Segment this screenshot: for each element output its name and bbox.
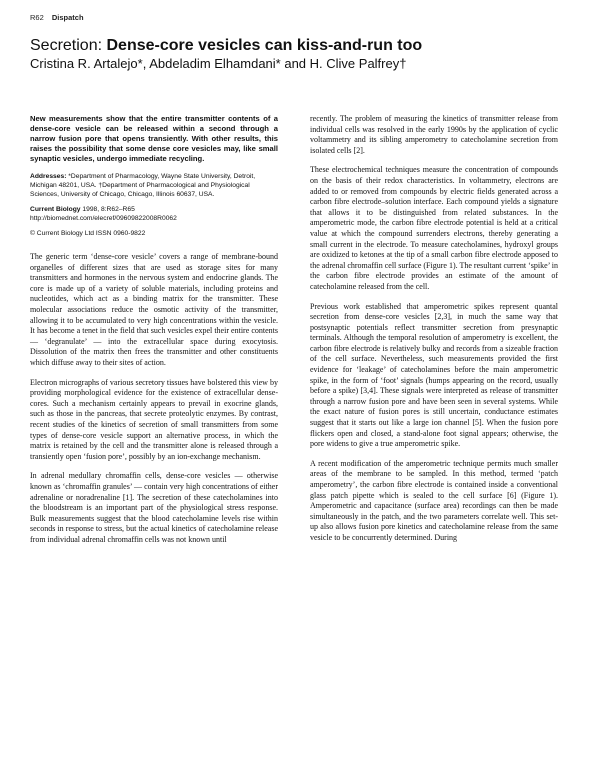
body-paragraph: Previous work established that amperometric spikes represent quantal secretion from dense-core vesicles [2,3], in much the same way that postsynaptic potentials reflect transmitter secretion from presynaptic terminals. Although the temporal resolution of amperometry is excellent, the carbon fibre electrode is relatively bulky and records from a sizeable fraction of the cell surface. Nevertheless, such measurements provided the first evidence for ‘leakage’ of catecholamines before the main amperometric spike, in the form of ‘foot’ signals (humps appearing on the record, usually before a spike) [3,4]. These signals were interpreted as release of transmitter through a narrow fusion pore and have been seen in several systems. While the exact nature of fusion pores is still uncertain, conductance estimates suggest that it starts out like a large ion channel [5]. When the fusion pore flickers open and closed, a stand-alone foot signal appears; otherwise, the pore widens to give a true amperometric spike. xyxy=(310,301,558,449)
page-number: R62 xyxy=(30,13,44,22)
copyright: © Current Biology Ltd ISSN 0960-9822 xyxy=(30,230,146,238)
running-header xyxy=(30,13,84,22)
right-body xyxy=(310,114,558,544)
body-paragraph: A recent modification of the amperometric technique permits much smaller areas of the membrane to be sampled. In this method, termed ‘patch amperometry’, the carbon fibre electrode is contained inside a conventional glass patch pipette which is sealed to the cell surface [6] (Figure 1). Amperometric and capacitance (surface area) recordings can then be made simultaneously in the patch, and the two parameters correlate well. This set-up also allows fusion pore kinetics and catecholamine release from the same vesicle to be concurrently determined. During xyxy=(310,458,558,542)
citation-details: 1998, 8:R62–R65 xyxy=(80,206,135,214)
body-paragraph: The generic term ‘dense-core vesicle’ covers a range of membrane-bound organelles of different sizes that are used as storage sites for many transmitters and hormones in the nervous system and endocrine glands. The core is made up of a variety of soluble materials, including proteins and nucleotides, which act as a binding matrix for the transmitter. These molecular associations reduce the osmotic activity of the transmitter, allowing it to be accumulated to very high concentrations within the vesicle. It has become a tenet in the field that such vesicles expel their entire contents — ‘degranulate’ — into the extracellular space during exocytosis. Dissolution of the matrix then frees the transmitter and other constituents which diffuse away to their sites of action. xyxy=(30,252,278,367)
addresses-label: Addresses: xyxy=(30,173,67,181)
title-lead: Secretion: xyxy=(30,37,107,54)
citation-url[interactable]: http://biomednet.com/elecref/09609822008R0062 xyxy=(30,214,177,222)
article-title xyxy=(30,36,590,55)
left-column xyxy=(30,114,278,554)
section-label: Dispatch xyxy=(51,13,84,22)
body-paragraph: recently. The problem of measuring the kinetics of transmitter release from individual cells was resolved in the early 1990s by the application of cyclic voltammetry and its sibling amperometry to catecholamine secretion from isolated cells [2]. xyxy=(310,114,558,155)
body-paragraph: These electrochemical techniques measure the concentration of compounds on the basis of their redox characteristics. In voltammetry, electrons are added to or removed from compounds by electric fields generated across a carbon fibre electrode–solution interface. Each compound yields a signature that allows it to be distinguished from related substances. In the amperometric mode, the carbon fibre electrode potential is held at a critical value at which the compound surrenders electrons, thereby generating a small current in the electrode. To measure catecholamines, hydroxyl groups are oxidized to ketones at the tip of a small carbon fibre electrode apposed to the adrenal chromaffin cell surface (Figure 1). The resultant current ‘spike’ in the carbon fibre electrode provides an estimate of the amount of catecholamine released from the cell. xyxy=(310,165,558,291)
author-list: Cristina R. Artalejo*, Abdeladim Elhamdani* and H. Clive Palfrey† xyxy=(30,56,407,71)
journal-name: Current Biology xyxy=(30,206,81,214)
left-body xyxy=(30,252,278,545)
title-main: Dense-core vesicles can kiss-and-run too xyxy=(106,37,423,54)
body-paragraph: Electron micrographs of various secretory tissues have bolstered this view by providing morphological evidence for the existence of extracellular dense-cores. Such a mechanism certainly appears to prevail in exocrine glands, such as those in the pancreas, that secrete proteolytic enzymes. By contrast, recent studies of the kinetics of secretion of small transmitters from some types of dense-core vesicle support an alternative process, in which the matrix is retained by the cell and the transmitter alone is released through a transiently open ‘fusion pore’, possibly by an ion-exchange mechanism. xyxy=(30,377,278,461)
right-column xyxy=(310,114,558,553)
addresses xyxy=(30,173,278,199)
body-paragraph: In adrenal medullary chromaffin cells, dense-core vesicles — otherwise known as ‘chromaffin granules’ — contain very high concentrations of either adrenaline or noradrenaline [1]. The secretion of these catecholamines into the bloodstream is an important part of the physiological stress response. Bulk measurements suggest that the blood catecholamine levels rise within seconds in response to stress, but the actual kinetics of catecholamine release from individual adrenal chromaffin cells was not known until xyxy=(30,471,278,544)
addresses-text: *Department of Pharmacology, Wayne State University, Detroit, Michigan 48201, USA. †Department of Pharmacological and Physiological Sciences, University of Chicago, Chicago, Illinois 60637, USA. xyxy=(30,173,256,198)
citation xyxy=(30,206,278,223)
abstract: New measurements show that the entire transmitter contents of a dense-core vesicle can be released within a second through a narrow fusion pore that opens transiently. With other results, this raises the possibility that some dense core vesicles may, like small synaptic vesicles, undergo immediate recycling. xyxy=(30,114,278,164)
